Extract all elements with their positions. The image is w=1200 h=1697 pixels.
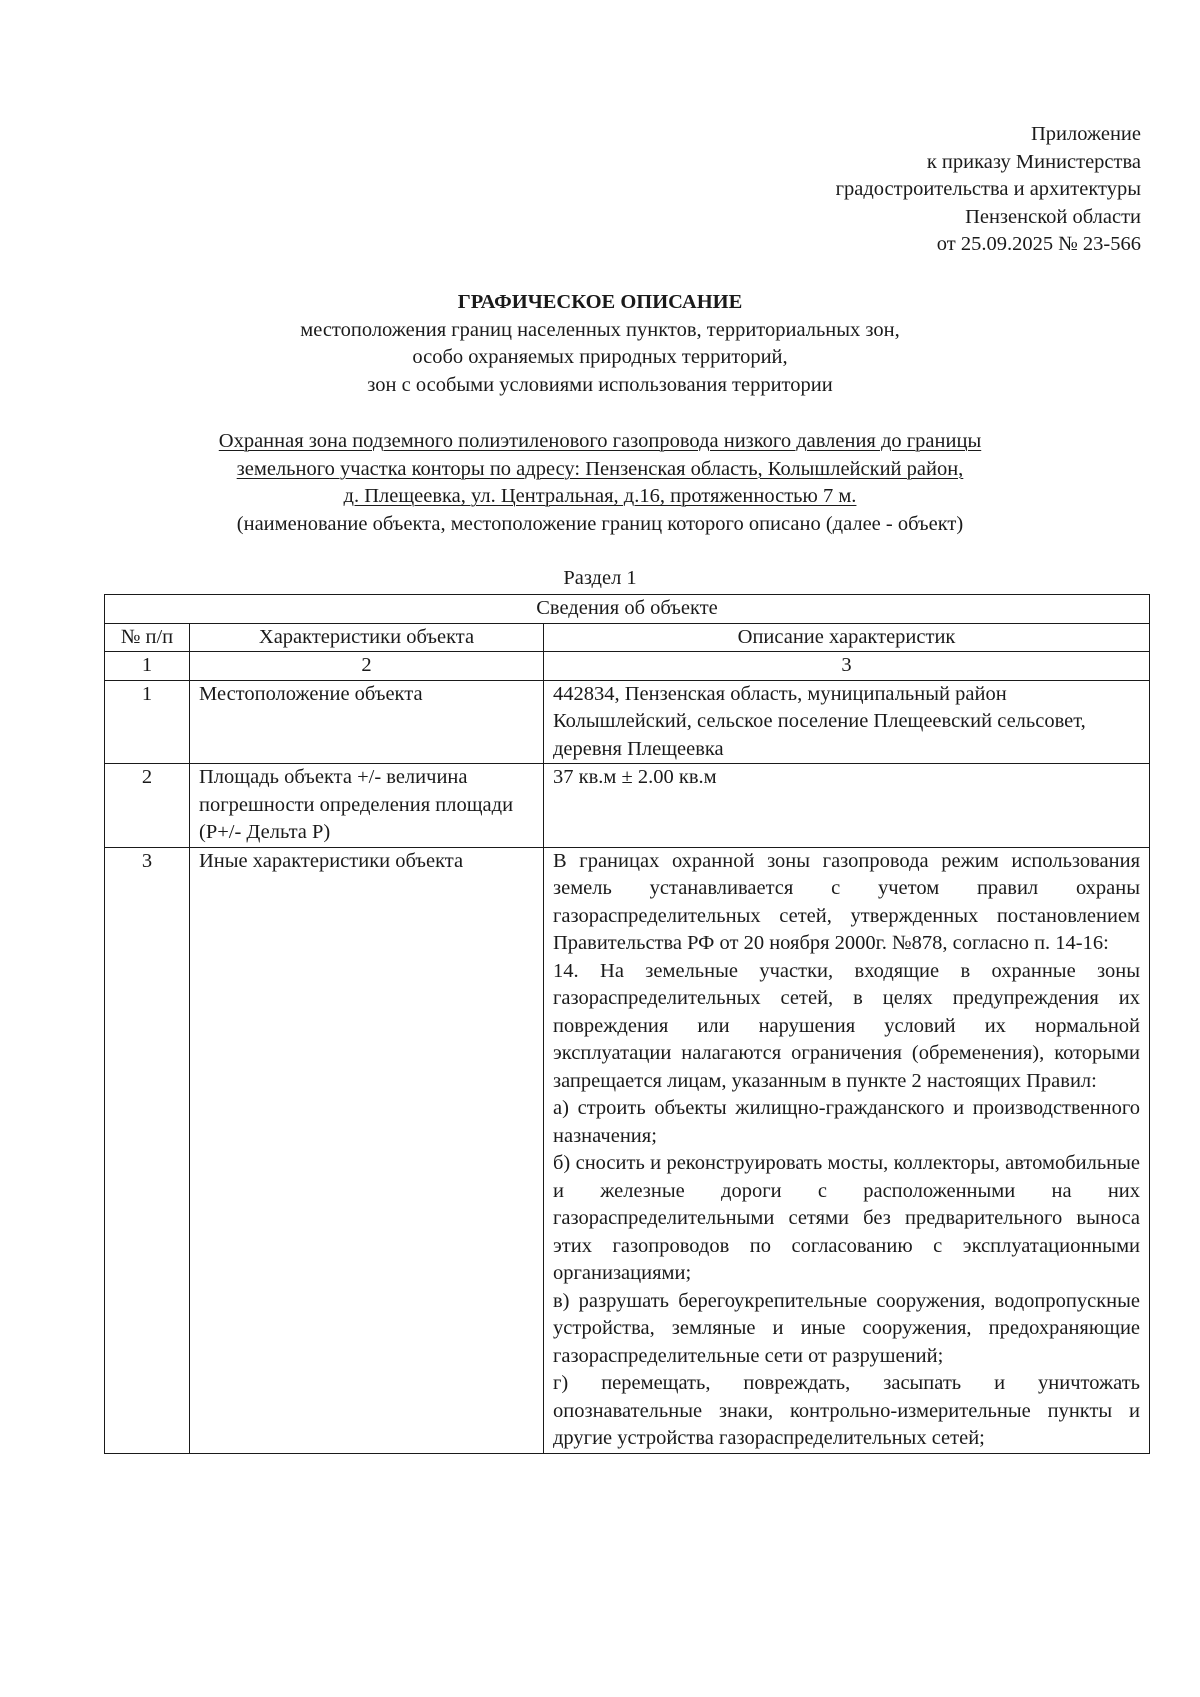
appendix-block — [836, 121, 1141, 259]
object-name-line: земельного участка конторы по адресу: Пензенская область, Колышлейский район, — [236, 457, 964, 480]
section-label: Раздел 1 — [563, 567, 637, 589]
table-header-row — [105, 623, 1150, 652]
column-number-row — [105, 652, 1150, 681]
object-name-line: д. Плещеевка, ул. Центральная, д.16, протяженностью 7 м. — [343, 485, 857, 507]
document-subtitle-line: зон с особыми условиями использования территории — [367, 373, 833, 396]
table-row — [105, 764, 1150, 848]
description-paragraph: б) сносить и реконструировать мосты, коллекторы, автомобильные и железные дороги с расположенными на них газораспределительными сетями без предварительного выноса этих газопроводов по согласованию с эксплуатационными организациями; — [553, 1152, 1141, 1284]
object-name-line: Охранная зона подземного полиэтиленового газопровода низкого давления до границы — [218, 430, 982, 452]
row-characteristic: Местоположение объекта — [190, 680, 544, 764]
object-caption: (наименование объекта, местоположение границ которого описано (далее - объект) — [236, 512, 964, 535]
description-paragraph: а) строить объекты жилищно-гражданского и производственного назначения; — [553, 1097, 1141, 1147]
appendix-line: Пензенской области — [965, 205, 1141, 228]
row-characteristic: Площадь объекта +/- величина погрешности определения площади (Р+/- Дельта Р) — [190, 764, 544, 848]
document-subtitle-line: местоположения границ населенных пунктов, территориальных зон, — [300, 318, 900, 341]
header-cell-characteristics: Характеристики объекта — [190, 623, 544, 652]
table-row — [105, 680, 1150, 764]
column-number: 1 — [105, 652, 190, 681]
description-paragraph: В границах охранной зоны газопровода режим использования земель устанавливается с учетом правил охраны газораспределительных сетей, утвержденных постановлением Правительства РФ от 20 ноября 2000г. №878, согласно п. 14-16: — [553, 849, 1141, 954]
appendix-date-number: от 25.09.2025 № 23-566 — [936, 233, 1141, 255]
document-title: ГРАФИЧЕСКОЕ ОПИСАНИЕ — [457, 291, 743, 313]
table-title: Сведения об объекте — [105, 595, 1150, 624]
appendix-line: к приказу Министерства — [926, 150, 1141, 173]
description-paragraph: в) разрушать берегоукрепительные сооружения, водопропускные устройства, земляные и иные сооружения, предохраняющие газораспределительные сети от разрушений; — [553, 1289, 1141, 1367]
row-number: 2 — [105, 764, 190, 848]
row-number: 3 — [105, 847, 190, 1453]
object-info-table — [104, 594, 1150, 1454]
document-title-block — [0, 289, 1200, 399]
appendix-line: Приложение — [1030, 123, 1141, 145]
column-number: 3 — [544, 652, 1150, 681]
column-number: 2 — [190, 652, 544, 681]
row-description: 37 кв.м ± 2.00 кв.м — [544, 764, 1150, 848]
document-subtitle-line: особо охраняемых природных территорий, — [412, 346, 788, 368]
row-number: 1 — [105, 680, 190, 764]
description-paragraph: 14. На земельные участки, входящие в охранные зоны газораспределительных сетей, в целях предупреждения их повреждения или нарушения условий их нормальной эксплуатации налагаются ограничения (обременения), которыми запрещается лицам, указанным в пункте 2 настоящих Правил: — [553, 959, 1141, 1092]
header-cell-number: № п/п — [105, 623, 190, 652]
header-cell-description: Описание характеристик — [544, 623, 1150, 652]
description-paragraph: г) перемещать, повреждать, засыпать и уничтожать опознавательные знаки, контрольно-измерительные пункты и другие устройства газораспределительных сетей; — [553, 1372, 1141, 1449]
table-row — [105, 847, 1150, 1453]
object-name-block — [0, 428, 1200, 538]
table-title-row — [105, 595, 1150, 624]
row-description: 442834, Пензенская область, муниципальный район Колышлейский, сельское поселение Плещеевский сельсовет, деревня Плещеевка — [544, 680, 1150, 764]
row-description — [544, 847, 1150, 1453]
row-characteristic: Иные характеристики объекта — [190, 847, 544, 1453]
appendix-line: градостроительства и архитектуры — [835, 178, 1141, 200]
